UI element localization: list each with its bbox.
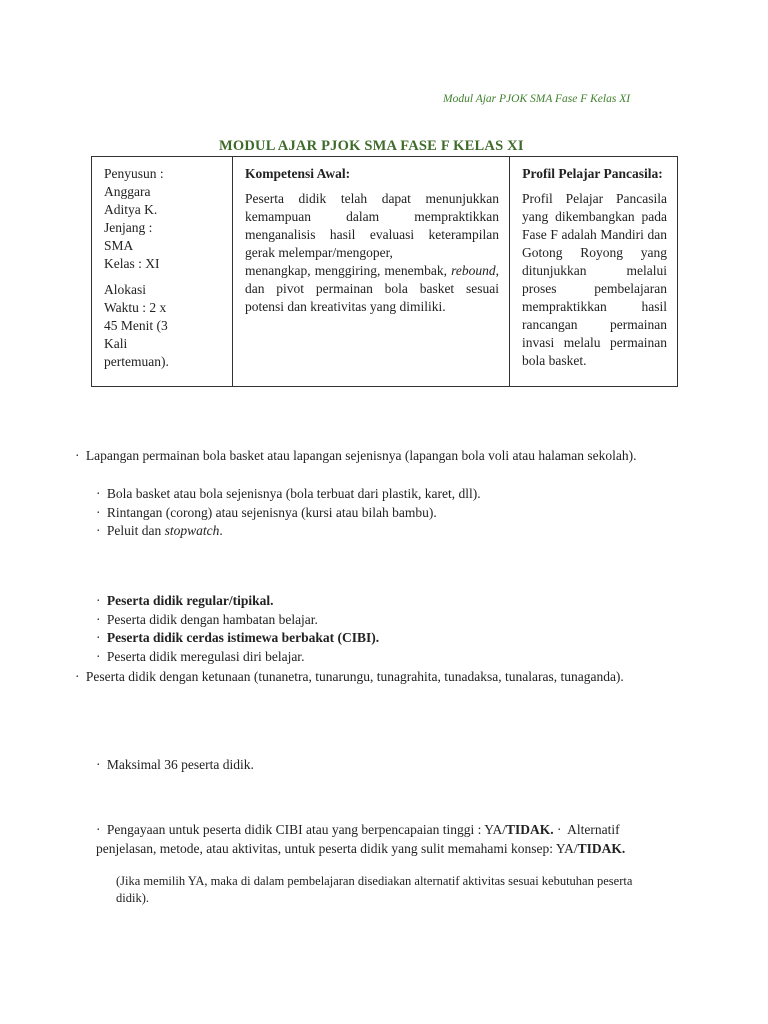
- initial-competency-text: [245, 190, 499, 262]
- bullet-mark: ·: [96, 504, 101, 520]
- initial-competency-heading: Kompetensi Awal:: [245, 166, 351, 181]
- facility-item: [75, 447, 675, 466]
- running-header: Modul Ajar PJOK SMA Fase F Kelas XI: [443, 93, 631, 105]
- allocation-times: Kali: [104, 336, 128, 351]
- facility-list: [96, 485, 676, 541]
- level-label: Jenjang :: [104, 220, 153, 235]
- allocation-time: Waktu : 2 x: [104, 300, 167, 315]
- student-type-text: Peserta didik meregulasi diri belajar.: [106, 648, 305, 664]
- bullet-mark: ·: [96, 593, 101, 608]
- enrichment-line2: Alternatif penjelasan, metode, atau aktivitas, untuk peserta didik yang sulit memahami konsep: YA/: [96, 822, 620, 856]
- class-size-item: [96, 756, 676, 775]
- enrichment-line1: Pengayaan untuk peserta didik CIBI atau yang berpencapaian tinggi : YA/: [106, 822, 507, 837]
- bullet-mark: ·: [96, 523, 101, 538]
- student-type-text: Peserta didik cerdas istimewa berbakat (CIBI).: [106, 630, 380, 645]
- bullet-mark: ·: [96, 611, 101, 627]
- initial-competency-cell: [233, 157, 510, 387]
- enrichment-note: (Jika memilih YA, maka di dalam pembelajaran disediakan alternatif aktivitas sesuai kebutuhan peserta didik).: [116, 874, 633, 905]
- allocation-label: Alokasi: [104, 282, 146, 297]
- info-table: [91, 156, 678, 387]
- author-level-block: [104, 165, 226, 273]
- enrichment-line1-choice: TIDAK.: [506, 822, 554, 837]
- enrichment-block: [96, 821, 641, 858]
- student-type-list: [96, 592, 676, 666]
- student-type-text: Peserta didik dengan ketunaan (tunanetra, tunarungu, tunagrahita, tunadaksa, tunalaras, tunaganda).: [85, 669, 624, 684]
- facility-text: Peluit dan: [106, 523, 165, 538]
- bullet-mark: ·: [75, 669, 80, 684]
- facility-text-end: .: [219, 523, 223, 538]
- bullet-mark: ·: [75, 448, 80, 463]
- student-type-item: [96, 592, 676, 611]
- facility-text: Lapangan permainan bola basket atau lapangan sejenisnya (lapangan bola voli atau halaman sekolah).: [85, 448, 637, 463]
- author-label: Penyusun :: [104, 166, 164, 181]
- level-value: SMA: [104, 238, 134, 253]
- student-type-item: [96, 648, 676, 667]
- competency-text-part3: , dan pivot permainan bola basket sesuai potensi dan kreativitas yang dimiliki.: [245, 263, 500, 314]
- pancasila-profile-text: Profil Pelajar Pancasila yang dikembangkan pada Fase F adalah Mandiri dan Gotong Royong yang ditunjukkan melalui proses pembelajaran mempraktikkan hasil rancangan permainan invasi melalu permainan bola basket.: [522, 191, 667, 368]
- bullet-mark: ·: [96, 486, 101, 501]
- competency-text-part1: Peserta didik telah dapat menunjukkan kemampuan dalam mempraktikkan menganalisis hasil evaluasi keterampilan gerak melempar/mengoper,: [245, 191, 499, 260]
- bullet-mark: ·: [96, 757, 101, 772]
- rebound-term: rebound: [451, 263, 496, 278]
- facility-text: Rintangan (corong) atau sejenisnya (kursi atau bilah bambu).: [106, 504, 437, 520]
- pancasila-profile-cell: [510, 157, 678, 387]
- student-type-item: [96, 629, 676, 648]
- class-size-text: Maksimal 36 peserta didik.: [106, 757, 254, 772]
- student-type-item: [96, 611, 676, 630]
- facility-text: Bola basket atau bola sejenisnya (bola terbuat dari plastik, karet, dll).: [106, 486, 481, 501]
- enrichment-text: [96, 821, 641, 858]
- initial-competency-text-2: [245, 262, 499, 316]
- class-value: Kelas : XI: [104, 256, 160, 271]
- author-class-cell: [92, 157, 233, 387]
- time-allocation-block: [104, 281, 226, 371]
- student-type-text: Peserta didik dengan hambatan belajar.: [106, 611, 318, 627]
- student-type-text: Peserta didik regular/tipikal.: [106, 593, 274, 608]
- author-name-last: Aditya K.: [104, 202, 158, 217]
- student-type-item: [75, 668, 675, 687]
- stopwatch-term: stopwatch: [164, 523, 220, 538]
- bullet-mark: ·: [96, 630, 101, 645]
- bullet-mark: ·: [557, 822, 562, 837]
- allocation-minutes: 45 Menit (3: [104, 318, 168, 333]
- facility-item: [96, 504, 676, 523]
- enrichment-line2-choice: TIDAK.: [577, 840, 626, 856]
- author-name-first: Anggara: [104, 184, 151, 199]
- facility-item: [96, 485, 676, 504]
- competency-text-part2: menangkap, menggiring, menembak,: [245, 263, 448, 278]
- document-title: MODUL AJAR PJOK SMA FASE F KELAS XI: [219, 138, 524, 154]
- bullet-mark: ·: [96, 648, 101, 664]
- bullet-mark: ·: [96, 822, 101, 837]
- facility-item: [96, 522, 676, 541]
- pancasila-profile-heading: Profil Pelajar Pancasila:: [522, 166, 663, 181]
- allocation-meetings: pertemuan).: [104, 354, 169, 369]
